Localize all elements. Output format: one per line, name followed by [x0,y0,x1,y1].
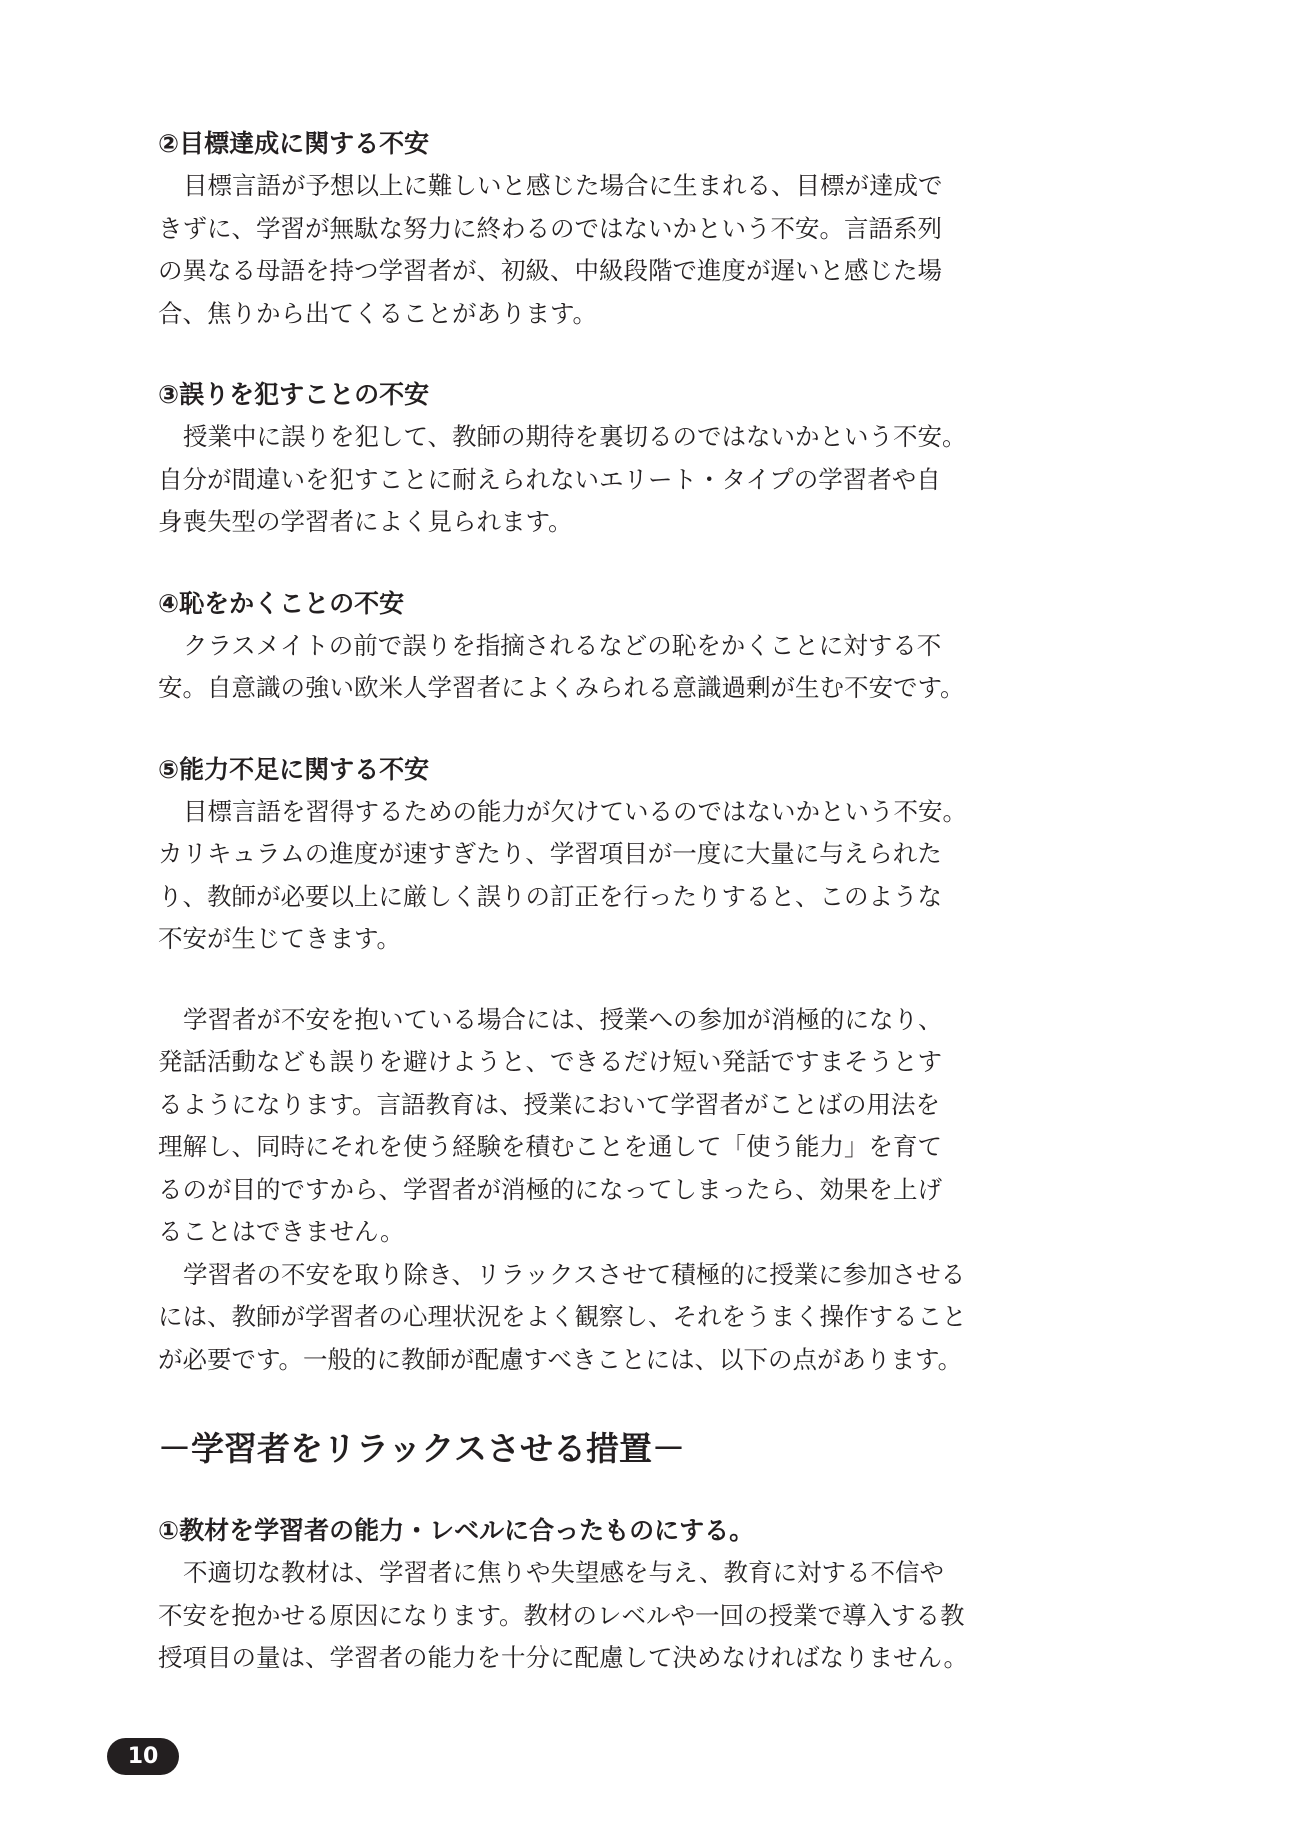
text-line: 不適切な教材は、学習者に焦りや失望感を与え、教育に対する不信や [183,1558,944,1587]
section-heading: ②目標達成に関する不安 [158,129,430,158]
body-text [158,999,967,1382]
text-line: 不安が生じてきます。 [158,924,402,953]
section-paragraph [158,625,965,710]
text-line: が必要です。一般的に教師が配慮すべきことには、以下の点があります。 [158,1344,963,1374]
measures-title: －学習者をリラックスさせる措置－ [158,1429,686,1468]
section-paragraph [158,791,967,961]
text-line: 学習者が不安を抱いている場合には、授業への参加が消極的になり、 [183,1004,943,1034]
section-mistake-anxiety [158,373,967,544]
text-line: 身喪失型の学習者によく見られます。 [158,507,573,536]
section-heading: ④恥をかくことの不安 [158,588,405,618]
text-line: 学習者の不安を取り除き、リラックスさせて積極的に授業に参加させる [183,1259,966,1289]
text-line: 授項目の量は、学習者の能力を十分に配慮して決めなければなりません。 [158,1643,968,1672]
section-goal-anxiety [158,122,958,335]
body-paragraph-1 [158,999,958,1254]
body-paragraph-2 [158,1254,967,1382]
section-paragraph [158,416,967,544]
text-line: の異なる母語を持つ学習者が、初級、中級段階で進度が遅いと感じた場 [158,256,942,285]
page-number-badge: 10 [107,1738,179,1775]
measures-section [158,1419,968,1680]
section-paragraph [158,165,958,335]
text-line: るのが目的ですから、学習者が消極的になってしまったら、効果を上げ [158,1174,942,1204]
text-line: カリキュラムの進度が速すぎたり、学習項目が一度に大量に与えられた [158,839,942,868]
text-line: 目標言語を習得するための能力が欠けているのではないかという不安。 [183,796,967,826]
section-ability-anxiety [158,748,967,961]
text-line: ることはできません。 [158,1217,405,1246]
text-line: 合、焦りから出てくることがあります。 [158,298,598,328]
text-line: り、教師が必要以上に厳しく誤りの訂正を行ったりすると、このような [158,881,942,911]
text-line: クラスメイトの前で誤りを指摘されるなどの恥をかくことに対する不 [183,630,942,660]
text-line: 安。自意識の強い欧米人学習者によくみられる意識過剰が生む不安です。 [158,673,965,702]
text-line: には、教師が学習者の心理状況をよく観察し、それをうまく操作すること [158,1302,967,1331]
section-heading: ③誤りを犯すことの不安 [158,380,430,409]
text-line: 理解し、同時にそれを使う経験を積むことを通して「使う能力」を育て [158,1132,942,1161]
measure-paragraph [158,1552,968,1680]
measure-heading: ①教材を学習者の能力・レベルに合ったものにする。 [158,1516,755,1545]
text-line: きずに、学習が無駄な努力に終わるのではないかという不安。言語系列 [158,213,942,243]
section-heading: ⑤能力不足に関する不安 [158,754,430,784]
text-line: 目標言語が予想以上に難しいと感じた場合に生まれる、目標が達成で [183,171,943,200]
text-line: 発話活動なども誤りを避けようと、できるだけ短い発話ですまそうとす [158,1047,942,1076]
text-line: 授業中に誤りを犯して、教師の期待を裏切るのではないかという不安。 [183,422,967,451]
section-embarrassment-anxiety [158,582,965,710]
text-line: るようになります。言語教育は、授業において学習者がことばの用法を [158,1089,941,1119]
text-line: 不安を抱かせる原因になります。教材のレベルや一回の授業で導入する教 [158,1600,965,1630]
page-content [158,122,968,1680]
text-line: 自分が間違いを犯すことに耐えられないエリート・タイプの学習者や自 [158,464,941,494]
